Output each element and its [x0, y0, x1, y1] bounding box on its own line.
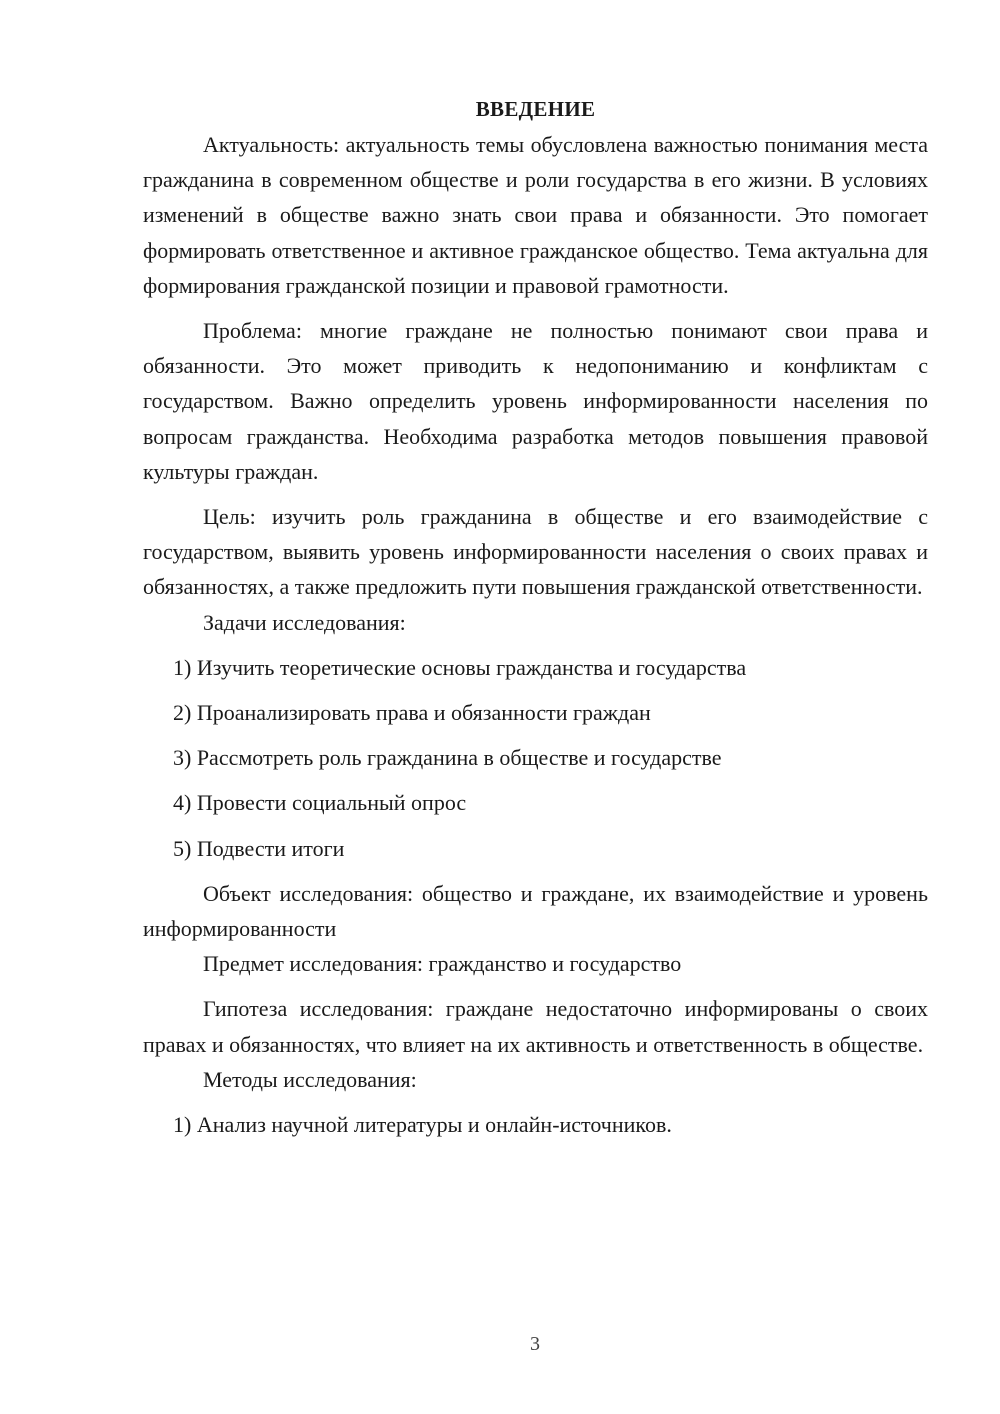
task-item-4: 4) Провести социальный опрос — [173, 790, 467, 816]
paragraph-object: Объект исследования: общество и граждане, их взаимодействие и уровень информированности — [143, 880, 928, 942]
method-item-1: 1) Анализ научной литературы и онлайн-источников. — [173, 1112, 672, 1138]
paragraph-subject: Предмет исследования: гражданство и государство — [203, 951, 682, 977]
task-item-1: 1) Изучить теоретические основы гражданства и государства — [173, 654, 747, 680]
task-item-3: 3) Рассмотреть роль гражданина в обществе и государстве — [173, 745, 722, 771]
paragraph-relevance: Актуальность: актуальность темы обусловлена важностью понимания места гражданина в современном обществе и роли государства в его жизни. В условиях изменений в обществе важно знать свои права и обязанности. Это помогает формировать ответственное и активное гражданское общество. Тема актуальна для формирования гражданской позиции и правовой грамотности. — [143, 132, 928, 298]
document-page — [143, 92, 928, 1142]
task-item-5: 5) Подвести итоги — [173, 835, 345, 861]
paragraph-hypothesis: Гипотеза исследования: граждане недостаточно информированы о своих правах и обязанностях, что влияет на их активность и ответственность в обществе. — [143, 996, 928, 1057]
paragraph-problem: Проблема: многие граждане не полностью понимают свои права и обязанности. Это может приводить к недопониманию и конфликтам с государством. Важно определить уровень информированности населения по вопросам гражданства. Необходима разработка методов повышения правовой культуры граждан. — [143, 318, 928, 484]
task-item-2: 2) Проанализировать права и обязанности граждан — [173, 700, 651, 726]
tasks-heading: Задачи исследования: — [203, 609, 406, 635]
paragraph-goal: Цель: изучить роль гражданина в обществе и его взаимодействие с государством, выявить уровень информированности населения о своих правах и обязанностях, а также предложить пути повышения гражданской ответственности. — [143, 504, 928, 600]
page-number: 3 — [530, 1333, 540, 1355]
methods-heading: Методы исследования: — [203, 1066, 417, 1092]
section-title: ВВЕДЕНИЕ — [475, 97, 596, 121]
